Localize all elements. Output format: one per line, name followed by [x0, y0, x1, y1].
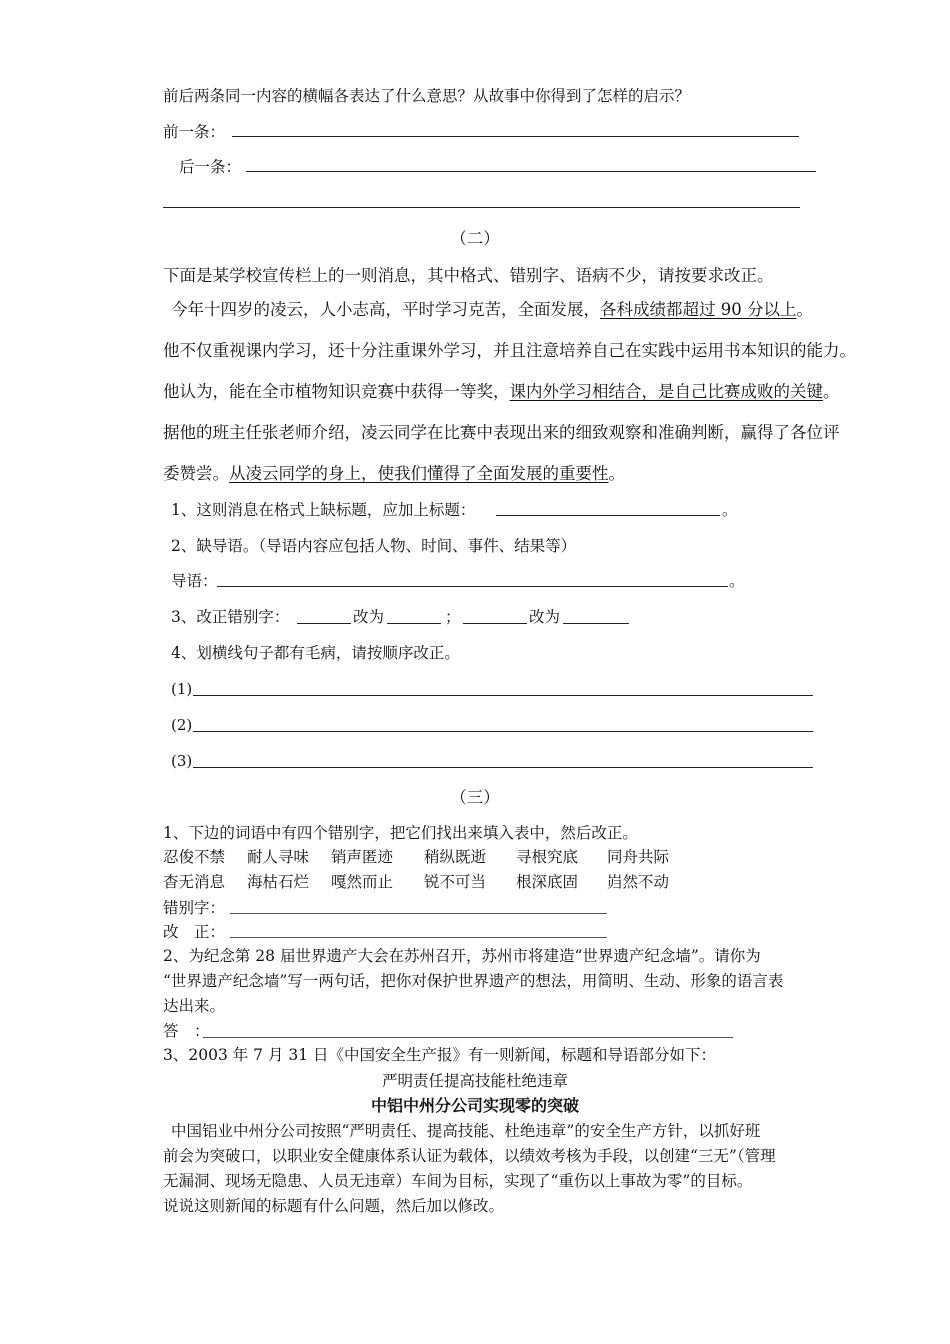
- word-item: 寻根究底: [516, 848, 579, 866]
- word-item: 根深底固: [516, 873, 579, 891]
- fix-label: 改 正：: [163, 923, 226, 941]
- front-answer-line[interactable]: [232, 136, 799, 137]
- word-row-2: [0, 872, 950, 894]
- typo-blank-2[interactable]: [463, 623, 527, 624]
- typo-fix-blank-2[interactable]: [563, 623, 629, 624]
- word-item: 耐人寻味: [247, 848, 310, 866]
- word-item: 锐不可当: [424, 873, 487, 891]
- news-lead-line: 中国铝业中州分公司按照“严明责任、提高技能、杜绝违章”的安全生产方针，以抓好班: [171, 1122, 761, 1140]
- word-item: 稍纵既逝: [424, 848, 487, 866]
- news-lead-line: 前会为突破口，以职业安全健康体系认证为载体，以绩效考核为手段，以创建“三无”（管理: [163, 1147, 776, 1165]
- change-to-2: 改为: [529, 608, 561, 626]
- question-2-3: 3、改正错别字：: [171, 608, 290, 626]
- correction-item-label: (2): [171, 716, 193, 734]
- correction-line-3[interactable]: [193, 767, 813, 768]
- section-heading-3: （三）: [450, 788, 500, 807]
- section-heading-2: （二）: [450, 229, 500, 248]
- underlined-sentence-3: 从凌云同学的身上，使我们懂得了全面发展的重要性: [229, 464, 609, 483]
- wrong-chars-line[interactable]: [230, 913, 607, 914]
- answer-label: 答 ：: [163, 1022, 210, 1040]
- typo-blank-1[interactable]: [297, 623, 351, 624]
- news-paragraph-line: 他不仅重视课内学习，还十分注重课外学习，并且注意培养自己在实践中运用书本知识的能力。: [163, 341, 856, 360]
- news-paragraph-line: 委赞尝。从凌云同学的身上，使我们懂得了全面发展的重要性。: [163, 464, 625, 483]
- word-item: 岿然不动: [607, 873, 670, 891]
- question-2-4: 4、划横线句子都有毛病，请按顺序改正。: [171, 644, 460, 662]
- typo-fix-blank-1[interactable]: [387, 623, 441, 624]
- part1-question: 前后两条同一内容的横幅各表达了什么意思？从故事中你得到了怎样的启示？: [163, 87, 691, 105]
- news-paragraph-line: 今年十四岁的凌云，人小志高，平时学习克苦，全面发展，各科成绩都超过 90 分以上。: [171, 300, 813, 319]
- news-paragraph-line: 据他的班主任张老师介绍，凌云同学在比赛中表现出来的细致观察和准确判断，赢得了各位评: [163, 423, 840, 442]
- question-3-2-line: “世界遗产纪念墙”写一两句话，把你对保护世界遗产的想法，用简明、生动、形象的语言表: [163, 972, 784, 990]
- correction-line-2[interactable]: [193, 731, 813, 732]
- change-to-1: 改为: [353, 608, 385, 626]
- back-answer-line[interactable]: [246, 171, 816, 172]
- question-2-1: 1、这则消息在格式上缺标题，应加上标题：: [171, 501, 476, 519]
- underlined-sentence-1: 各科成绩都超过 90 分以上: [600, 300, 797, 319]
- question-3-1: 1、下边的词语中有四个错别字，把它们找出来填入表中，然后改正。: [163, 824, 638, 842]
- correction-line-1[interactable]: [193, 695, 813, 696]
- word-item: 海枯石烂: [247, 873, 310, 891]
- typo-separator: ；: [445, 608, 461, 626]
- word-item: 嘎然而止: [331, 873, 394, 891]
- word-item: 销声匿迹: [331, 848, 394, 866]
- word-row-1: [0, 847, 950, 869]
- lead-label: 导语：: [171, 572, 218, 590]
- news-paragraph-line: 他认为，能在全市植物知识竞赛中获得一等奖，课内外学习相结合，是自己比赛成败的关键。: [163, 382, 840, 401]
- question-2-2: 2、缺导语。（导语内容应包括人物、时间、事件、结果等）: [171, 537, 577, 555]
- word-item: 同舟共际: [607, 848, 670, 866]
- fix-line[interactable]: [230, 937, 607, 938]
- question-2-1-end: 。: [722, 501, 738, 519]
- news-headline: 中铝中州分公司实现零的突破: [370, 1096, 579, 1115]
- question-3-2-line: 达出来。: [163, 997, 226, 1015]
- news-subheading: 严明责任提高技能杜绝违章: [381, 1072, 568, 1090]
- lead-answer-line[interactable]: [217, 586, 728, 587]
- back-label: 后一条：: [179, 158, 242, 176]
- news-lead-line: 无漏洞、现场无隐患、人员无违章）车间为目标，实现了“重伤以上事故为零”的目标。: [163, 1172, 753, 1190]
- word-item: 忍俊不禁: [163, 848, 226, 866]
- word-item: 杳无消息: [163, 873, 226, 891]
- title-answer-line[interactable]: [496, 515, 720, 516]
- answer-line[interactable]: [203, 1037, 733, 1038]
- lead-end: 。: [729, 572, 745, 590]
- answer-line-extra[interactable]: [163, 207, 800, 208]
- question-3-3: 3、2003 年 7 月 31 日《中国安全生产报》有一则新闻，标题和导语部分如下：: [163, 1046, 717, 1064]
- wrong-chars-label: 错别字：: [163, 899, 226, 917]
- question-3-2-line: 2、为纪念第 28 届世界遗产大会在苏州召开，苏州市将建造“世界遗产纪念墙”。请你为: [163, 947, 761, 965]
- correction-item-label: (3): [171, 752, 193, 770]
- news-question: 说说这则新闻的标题有什么问题，然后加以修改。: [163, 1197, 505, 1215]
- underlined-sentence-2: 课内外学习相结合，是自己比赛成败的关键: [509, 382, 823, 401]
- front-label: 前一条：: [163, 123, 226, 141]
- correction-item-label: (1): [171, 680, 193, 698]
- part2-intro: 下面是某学校宣传栏上的一则消息，其中格式、错别字、语病不少，请按要求改正。: [163, 266, 774, 285]
